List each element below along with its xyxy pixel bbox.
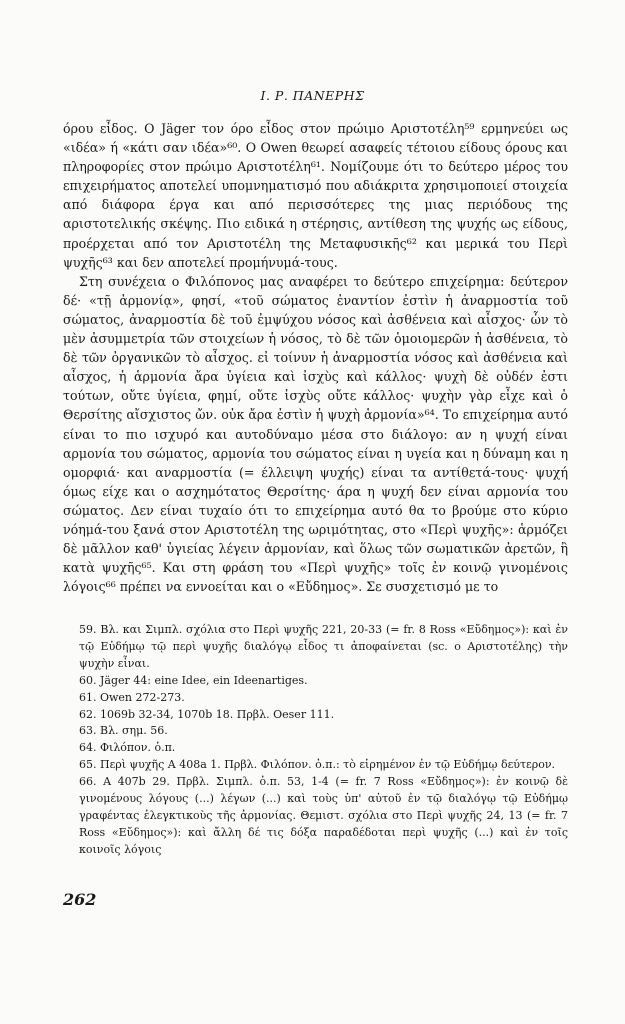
footnotes: [63, 622, 568, 859]
running-head: Ι. Ρ. ΠΑΝΕΡΗΣ: [260, 88, 365, 103]
footnote: 64. Φιλόπον. ὁ.π.: [79, 741, 176, 755]
footnote: 59. Βλ. και Σιμπλ. σχόλια στο Περὶ ψυχῆς 221, 20-33 (= fr. 8 Ross «Εὔδημος»): καὶ ἐν τῷ Εὐδήμῳ τῷ περὶ ψυχῆς διαλόγῳ εἶδος τι ἀποφαίνεται (sc. ο Αριστοτέλης) τὴν ψυχὴν εἶναι.: [79, 623, 568, 670]
footnote: 66. Α 407b 29. Πρβλ. Σιμπλ. ὁ.π. 53, 1-4 (= fr. 7 Ross «Εὔδημος»): ἐν κοινῷ δὲ γινομένους λόγους (...) λέγων (...) καὶ τοὺς ὑπ' αὐτοῦ ἐν τῷ διαλόγῳ τῷ Εὐδήμῳ γραφέντας ἐλεγκτικοὺς τῆς ἁρμονίας. Θεμιστ. σχόλια στο Περὶ ψυχῆς 24, 13 (= fr. 7 Ross «Εὔδημος»): καὶ ἄλλη δέ τις δόξα παραδέδοται περὶ ψυχῆς (...) καὶ ἐν τοῖς κοινοῖς λόγοις: [79, 775, 568, 856]
paragraph: Στη συνέχεια ο Φιλόπονος μας αναφέρει το δεύτερο επιχείρημα: δεύτερον δέ· «τῇ ἁρμονίᾳ», φησί, «τοῦ σώματος ἐναντίον ἐστὶν ἡ ἀναρμοστία τοῦ σώματος, ἀναρμοστία δὲ τοῦ ἐμψύχου νόσος καὶ ἀσθένεια καὶ αἶσχος· ὧν τὸ μὲν ἀσυμμετρία τῶν στοιχείων ἡ νόσος, τὸ δὲ τῶν ὁμοιομερῶν ἡ ἀσθένεια, τὸ δὲ τῶν ὀργανικῶν τὸ αἶσχος. εἰ τοίνυν ἡ ἀναρμοστία νόσος καὶ ἀσθένεια καὶ αἶσχος, ἡ ἁρμονία ἄρα ὑγίεια καὶ ἰσχὺς καὶ κάλλος· ψυχὴ δὲ οὐδέν ἐστι τούτων, οὔτε ὑγίεια, φημί, οὔτε ἰσχὺς οὔτε κάλλος· ψυχὴν γὰρ εἶχε καὶ ὁ Θερσίτης αἴσχιστος ὤν. οὐκ ἄρα ἐστὶν ἡ ψυχὴ ἁρμονία»⁶⁴. Το επιχείρημα αυτό είναι το πιο ισχυρό και αυτοδύναμο μέσα στο διάλογο: αν η ψυχή είναι αρμονία του σώματος, αρμονία του σώματος είναι η υγεία και η δύναμη και η ομορφιά· και αναρμοστία (= έλλειψη ψυχής) είναι τα αντίθετά-τους· ψυχή όμως είχε και ο ασχημότατος Θερσίτης· άρα η ψυχή δεν είναι αρμονία του σώματος. Δεν είναι τυχαίο ότι το επιχείρημα αυτό θα το βρούμε στο κύριο νόημά-του ξανά στον Αριστοτέλη της ωριμότητας, στο «Περὶ ψυχῆς»: ἁρμόζει δὲ μᾶλλον καθ' ὑγιείας λέγειν ἁρμονίαν, καὶ ὅλως τῶν σωματικῶν ἀρετῶν, ἢ κατὰ ψυχῆς⁶⁵. Και στη φράση του «Περὶ ψυχῆς» τοῖς ἐν κοινῷ γινομένοις λόγοις⁶⁶ πρέπει να εννοείται και ο «Εὔδημος». Σε συσχετισμό με το: [63, 273, 568, 595]
footnote: 61. Owen 272-273.: [79, 690, 185, 704]
main-text: [63, 119, 568, 596]
paragraph: όρου εἶδος. Ο Jäger τον όρο εἶδος στον πρώιμο Αριστοτέλη⁵⁹ ερμηνεύει ως «ιδέα» ή «κάτι σαν ιδέα»⁶⁰. Ο Owen θεωρεί ασαφείς τέτοιου είδους όρους και πληροφορίες στον πρώιμο Αριστοτέλη⁶¹. Νομίζουμε ότι το δεύτερο μέρος του επιχειρήματος αποτελεί υπομνηματισμό που αδιάκριτα χρησιμοποιεί στοιχεία από διάφορα έργα και από περισσότερες της μιας περιόδους της αριστοτελικής σκέψης. Πιο ειδικά η στέρησις, αντίθεση της ψυχής ως είδους, προέρχεται από τον Αριστοτέλη της Μεταφυσικῆς⁶² και μερικά του Περὶ ψυχῆς⁶³ και δεν αποτελεί προμήνυμά-τους.: [63, 121, 568, 270]
page-number: 262: [63, 890, 97, 909]
footnote: 63. Βλ. σημ. 56.: [79, 724, 168, 738]
footnote: 60. Jäger 44: eine Idee, ein Ideenartiges.: [79, 673, 308, 687]
footnote: 65. Περὶ ψυχῆς Α 408a 1. Πρβλ. Φιλόπον. ὁ.π.: τὸ εἰρημένον ἐν τῷ Εὐδήμῳ δεύτερον.: [79, 758, 556, 772]
footnote: 62. 1069b 32-34, 1070b 18. Πρβλ. Oeser 111.: [79, 707, 335, 721]
